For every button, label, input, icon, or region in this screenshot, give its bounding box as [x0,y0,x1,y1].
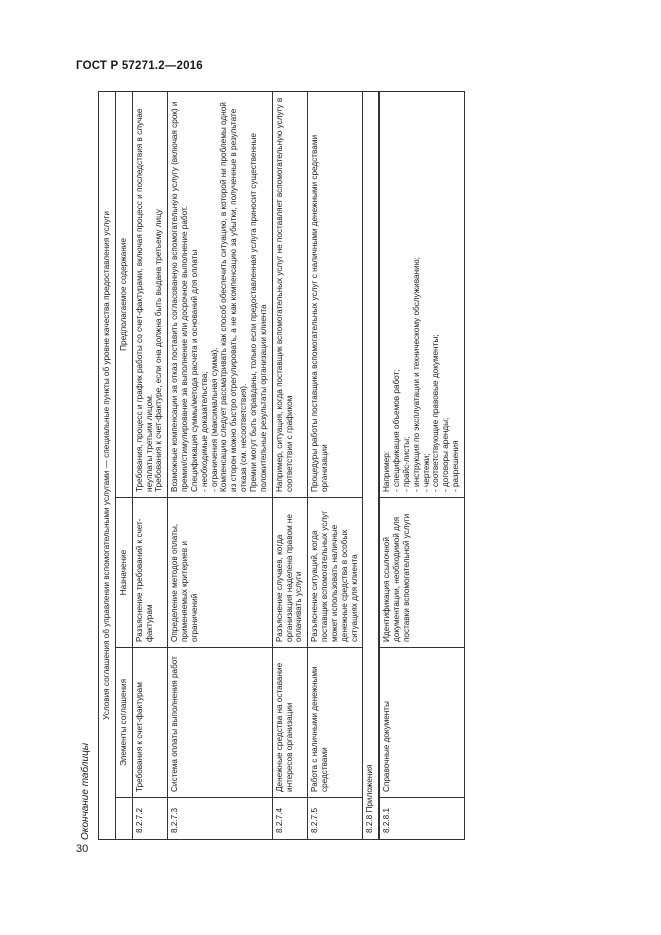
table-top-header: Условия соглашения об управлении вспомогательными услугами — специальные пункты об уровне качества предоставления услуги [99,91,116,839]
row-element: Справочные документы [379,648,464,798]
table-caption: Окончание таблицы [80,742,91,840]
row-purpose: Разъяснение требований к счет-фактурам [132,498,168,648]
row-element: Система оплаты выполнения работ [168,648,272,798]
content-line: Требования, процесс и график работы со счет-фактурами, включая процесс и последствия в случае неуплаты третьим лицом. [134,108,154,492]
content-line: - необходимые доказательства; [199,371,209,492]
table-column-header-row [115,91,132,839]
row-element: Работа с наличными денежными средствами [308,648,363,798]
column-header-purpose: Назначение [115,498,132,648]
content-line: Премии могут быть оправданы, только если предоставленная услуга приносит существенные положительные результаты организации клиента [248,133,268,492]
row-number: 8.2.7.2 [132,798,168,840]
table-body [132,91,464,839]
table-row [308,91,363,839]
content-line: Возможные компенсации за отказ поставить согласованную вспомогательную услугу (включая срок) и премии/стимулирование за выполнение или досрочное выполнение работ. [170,101,190,492]
row-purpose: Разъяснение случаев, когда организация наделена правом не оплачивать услуги [272,498,308,648]
content-line: Спецификация суммы/метода расчета и оснований для оплаты [189,249,199,492]
page-number: 30 [76,843,89,855]
section-title: 8.2.8 Приложения [363,91,379,839]
row-element: Требования к счет-фактурам [132,648,168,798]
content-line: Компенсацию следует рассматривать как способ обеспечить ситуацию, в которой ни проблемы одной из сторон можно быстро отрегулировать, а не как компенсацию за убытки, полученные в результате отказа (см. несоответствия). [219,102,249,492]
content-line: - ограничения (максимальная сумма). [209,347,219,492]
row-number: 8.2.8.1 [379,798,464,840]
row-purpose: Разъяснение ситуаций, когда поставщик вспомогательных услуг может использовать наличные денежные средства в особых ситуациях для клиента [308,498,363,648]
row-content [308,91,363,497]
content-line: Например: [382,450,392,492]
table-row [168,91,272,839]
content-line: - разрешения [451,440,461,492]
content-line: - спецификация объемов работ; [392,369,402,492]
row-number: 8.2.7.4 [272,798,308,840]
row-purpose: Идентификация ссылочной документации, необходимой для поставки вспомогательной услуги [379,498,464,648]
row-content [379,91,464,497]
table-top-header-row [99,91,116,839]
content-line: Процедуры работы поставщика вспомогательных услуг с наличными денежными средствами организации [310,134,330,492]
column-header-content: Предполагаемое содержание [115,91,132,497]
content-line: - инструкция по эксплуатации и техническому обслуживанию; [411,256,421,492]
rotated-content [76,92,576,840]
document-header: ГОСТ Р 57271.2—2016 [76,60,203,72]
rotated-page-region [76,92,576,840]
content-line: - соответствующие правовые документы; [431,334,441,492]
row-content [168,91,272,497]
content-line: - чертежи; [421,453,431,492]
row-purpose: Определение методов оплаты, применяемых критериев и ограничений [168,498,272,648]
content-line: Требования к счет-фактуре, если она должна быть выдана третьему лицу [154,209,164,492]
table-row [379,91,464,839]
content-line: Например, ситуация, когда поставщик вспомогательных услуг не поставляет вспомогательную услугу в соответствии с графиком [274,97,294,492]
section-row [363,91,379,839]
row-content [132,91,168,497]
requirements-table [98,91,465,840]
row-element: Денежные средства на оставание интересов организации [272,648,308,798]
table-row [272,91,308,839]
table-row [132,91,168,839]
content-line: - договоры аренды; [441,417,451,492]
row-number: 8.2.7.5 [308,798,363,840]
column-header-element: Элементы соглашения [115,648,132,798]
row-number: 8.2.7.3 [168,798,272,840]
row-content [272,91,308,497]
content-line: - прайс-листы; [401,436,411,492]
column-header-number [115,798,132,840]
